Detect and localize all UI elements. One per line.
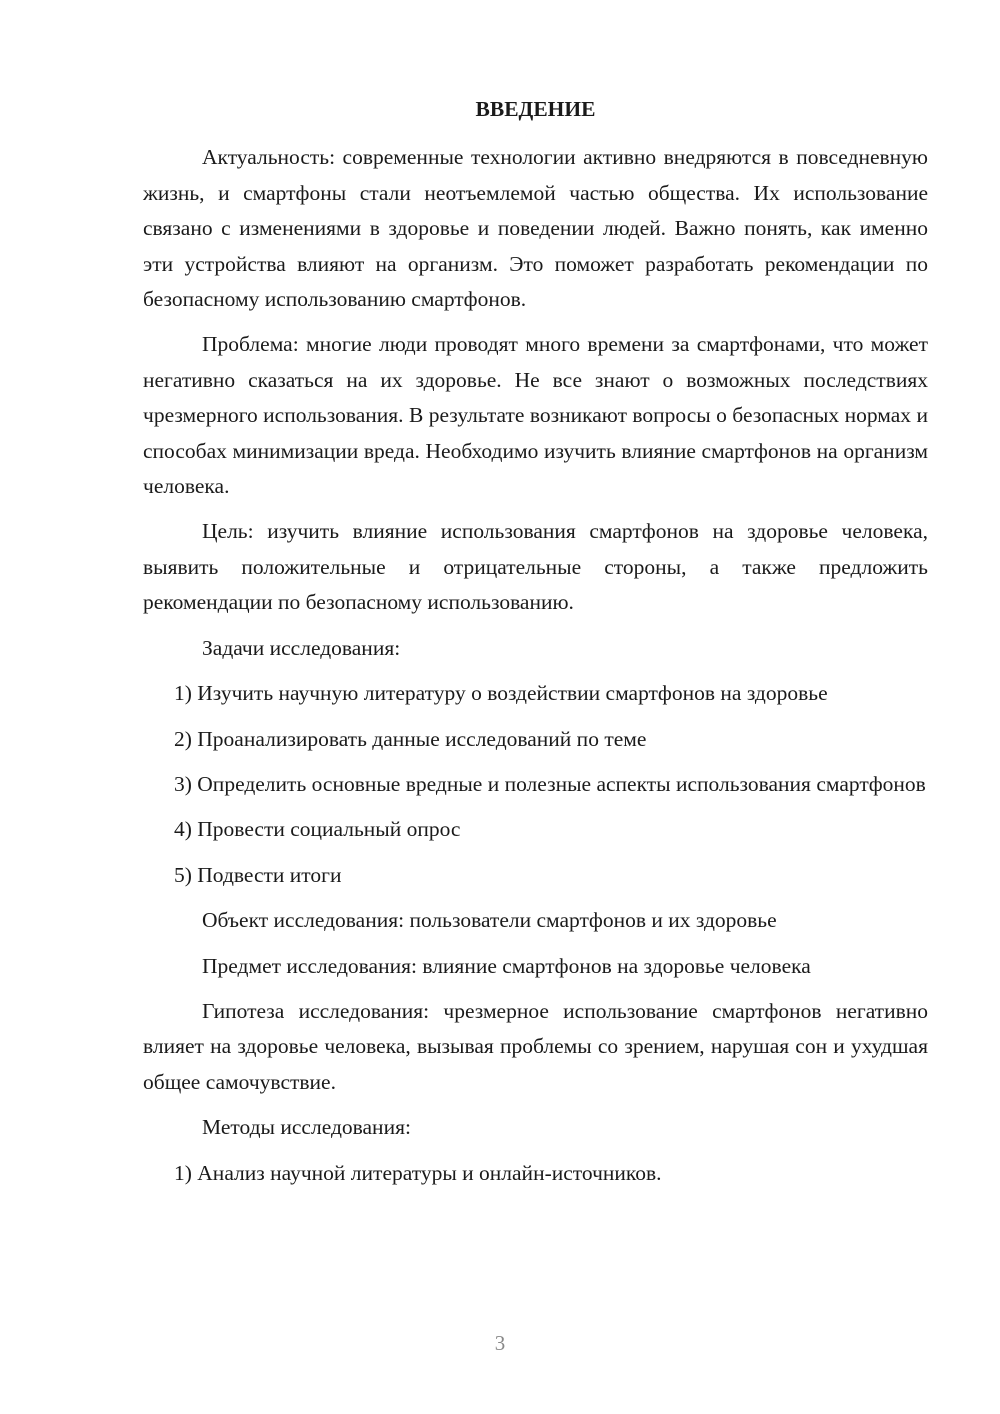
problem-paragraph: Проблема: многие люди проводят много времени за смартфонами, что может негативно сказаться на их здоровье. Не все знают о возможных последствиях чрезмерного использования. В результате возникают вопросы о безопасных нормах и способах минимизации вреда. Необходимо изучить влияние смартфонов на организм человека.: [143, 332, 928, 499]
task-item-4: 4) Провести социальный опрос: [174, 817, 461, 842]
tasks-heading: Задачи исследования:: [202, 635, 401, 660]
document-page: [143, 92, 928, 1201]
research-object: Объект исследования: пользователи смартфонов и их здоровье: [202, 908, 777, 933]
task-item-5: 5) Подвести итоги: [174, 862, 342, 887]
relevance-paragraph: Актуальность: современные технологии активно внедряются в повседневную жизнь, и смартфоны стали неотъемлемой частью общества. Их использование связано с изменениями в здоровье и поведении людей. Важно понять, как именно эти устройства влияют на организм. Это поможет разработать рекомендации по безопасному использованию смартфонов.: [143, 145, 928, 312]
goal-paragraph: Цель: изучить влияние использования смартфонов на здоровье человека, выявить положительные и отрицательные стороны, а также предложить рекомендации по безопасному использованию.: [143, 519, 928, 615]
hypothesis-paragraph: Гипотеза исследования: чрезмерное использование смартфонов негативно влияет на здоровье человека, вызывая проблемы со зрением, нарушая сон и ухудшая общее самочувствие.: [143, 998, 928, 1094]
research-subject: Предмет исследования: влияние смартфонов на здоровье человека: [202, 953, 811, 978]
page-number: 3: [494, 1331, 506, 1355]
section-title: ВВЕДЕНИЕ: [475, 97, 596, 121]
task-item-1: 1) Изучить научную литературу о воздействии смартфонов на здоровье: [174, 681, 828, 706]
task-item-2: 2) Проанализировать данные исследований по теме: [174, 726, 647, 751]
task-item-3: 3) Определить основные вредные и полезные аспекты использования смартфонов: [174, 771, 926, 796]
methods-heading: Методы исследования:: [202, 1115, 411, 1140]
method-item-1: 1) Анализ научной литературы и онлайн-источников.: [174, 1160, 662, 1185]
